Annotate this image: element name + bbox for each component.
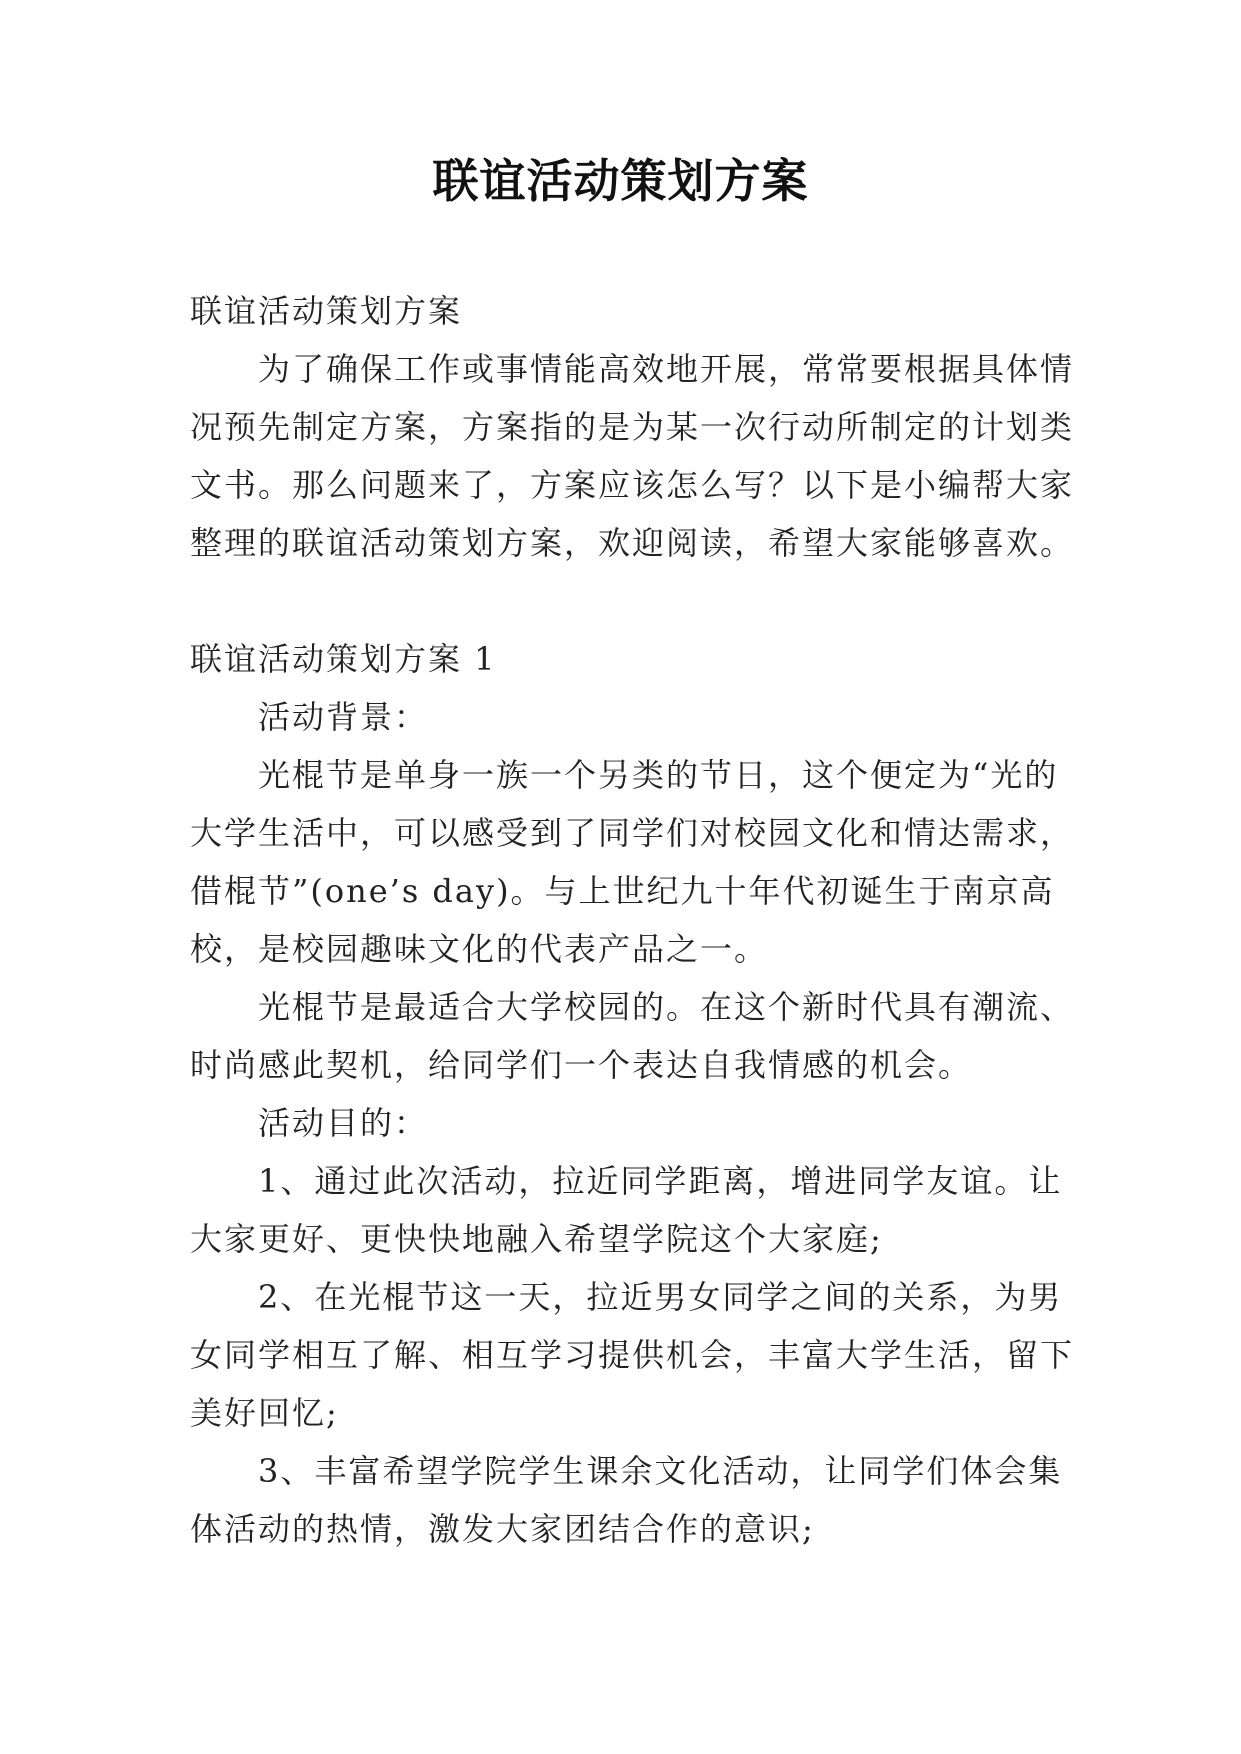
purpose-label: 活动目的： (258, 1104, 429, 1142)
section-heading: 联谊活动策划方案 1 (190, 640, 497, 678)
purpose-item-2: 2、在光棍节这一天，拉近男女同学之间的关系，为男女同学相互了解、相互学习提供机会，丰富大学生活，留下美好回忆; (190, 1278, 1075, 1432)
intro-paragraph: 为了确保工作或事情能高效地开展，常常要根据具体情况预先制定方案，方案指的是为某一次行动所制定的计划类文书。那么问题来了，方案应该怎么写？以下是小编帮大家整理的联谊活动策划方案，欢迎阅读，希望大家能够喜欢。 (190, 350, 1075, 562)
document-subtitle: 联谊活动策划方案 (190, 292, 463, 330)
background-paragraph-1: 光棍节是单身一族一个另类的节日，这个便定为“光的大学生活中，可以感受到了同学们对校园文化和情达需求，借棍节”(one’s day)。与上世纪九十年代初诞生于南京高校，是校园趣味文化的代表产品之一。 (190, 756, 1075, 968)
purpose-item-1: 1、通过此次活动，拉近同学距离，增进同学友谊。让大家更好、更快快地融入希望学院这个大家庭; (190, 1162, 1063, 1258)
purpose-item-3: 3、丰富希望学院学生课余文化活动，让同学们体会集体活动的热情，激发大家团结合作的意识; (190, 1452, 1063, 1548)
document-title: 联谊活动策划方案 (432, 154, 809, 208)
document-body (190, 282, 1076, 1558)
background-paragraph-2: 光棍节是最适合大学校园的。在这个新时代具有潮流、时尚感此契机，给同学们一个表达自我情感的机会。 (190, 988, 1075, 1084)
background-label: 活动背景： (258, 698, 429, 736)
